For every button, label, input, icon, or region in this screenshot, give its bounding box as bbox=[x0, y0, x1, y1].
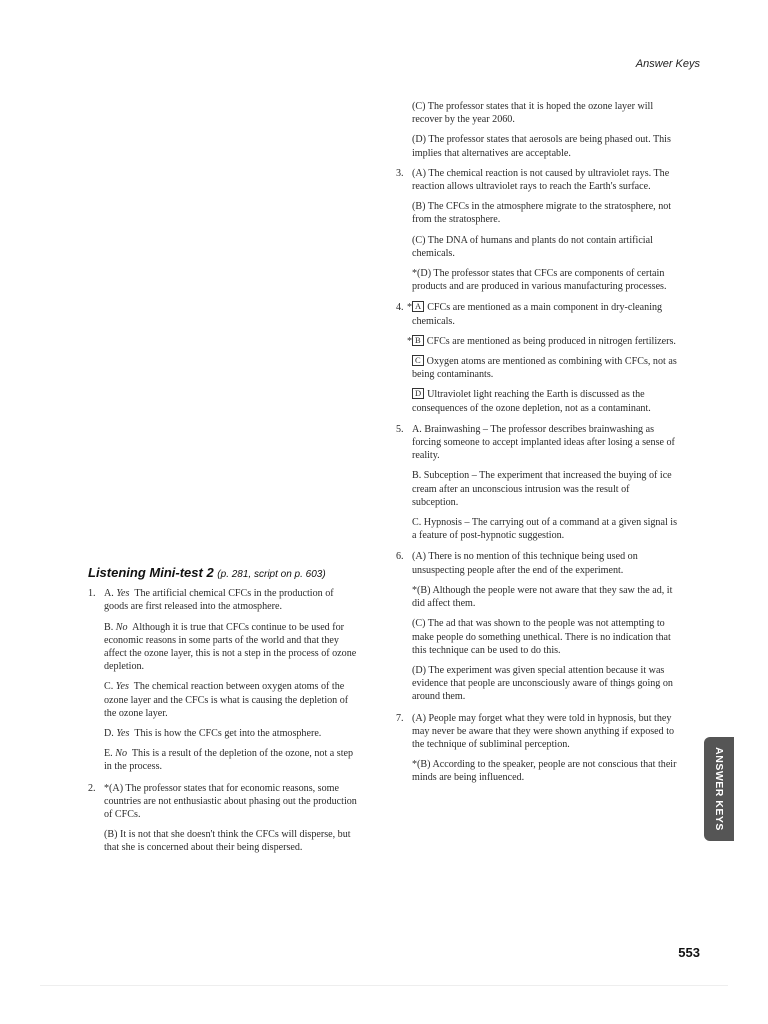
answer-4d: D Ultraviolet light reaching the Earth is discussed as the consequences of the ozone depletion, not as a contaminant. bbox=[412, 388, 651, 414]
bottom-rule bbox=[40, 985, 728, 986]
right-column bbox=[396, 100, 678, 793]
answer-1a: A. Yes The artificial chemical CFCs in the production of goods are first released into the atmosphere. bbox=[104, 588, 334, 613]
answer-1e: E. No This is a result of the depletion of the ozone, not a step in the process. bbox=[104, 748, 354, 773]
option-box-d: D bbox=[412, 388, 424, 399]
answer-1b: B. No Although it is true that CFCs continue to be used for economic reasons in some parts of the world and that they affect the ozone layer, this is not a step in the process of ozone depletion. bbox=[104, 621, 357, 673]
section-title-text: Listening Mini-test 2 bbox=[88, 565, 214, 580]
answer-item-6 bbox=[396, 550, 678, 703]
answer-4c: C Oxygen atoms are mentioned as combining with CFCs, not as being contaminants. bbox=[412, 355, 677, 381]
option-box-a: A bbox=[412, 301, 424, 312]
running-header: Answer Keys bbox=[635, 58, 700, 70]
side-tab-label: ANSWER KEYS bbox=[713, 747, 725, 831]
answer-3d: *(D) The professor states that CFCs are components of certain products and are produced in various manufacturing processes. bbox=[412, 268, 667, 293]
answer-2a: *(A) The professor states that for economic reasons, some countries are not enthusiastic about phasing out the production of CFCs. bbox=[104, 782, 357, 821]
item-number: 1. bbox=[88, 588, 96, 600]
answer-7a: (A) People may forget what they were told in hypnosis, but they may never be aware that they were shown anything if exposed to the technique of subliminal perception. bbox=[412, 712, 675, 750]
answer-keys-side-tab bbox=[704, 737, 734, 841]
answer-6c: (C) The ad that was shown to the people was not attempting to make people do something unethical. There is no indication that this technique can be used to do this. bbox=[412, 618, 671, 656]
item-number: 6. bbox=[396, 551, 404, 563]
answer-3c: (C) The DNA of humans and plants do not contain artificial chemicals. bbox=[412, 234, 653, 259]
answer-item-2-continued bbox=[396, 100, 678, 160]
answer-6b: *(B) Although the people were not aware that they saw the ad, it did affect them. bbox=[412, 584, 673, 610]
answer-4a: * A CFCs are mentioned as a main component in dry-cleaning chemicals. bbox=[407, 301, 663, 327]
answer-item-4 bbox=[396, 301, 678, 414]
answer-item-5 bbox=[396, 423, 678, 543]
item-number: 2. bbox=[88, 782, 96, 794]
answer-2b: (B) It is not that she doesn't think the CFCs will disperse, but that she is concerned about their being dispersed. bbox=[104, 829, 351, 854]
item-number: 3. bbox=[396, 167, 404, 179]
section-title bbox=[88, 566, 360, 581]
answer-2c: (C) The professor states that it is hoped the ozone layer will recover by the year 2060. bbox=[412, 101, 654, 126]
answer-item-7 bbox=[396, 712, 678, 785]
answer-5b: B. Subception – The experiment that increased the buying of ice cream after an unconscious intrusion was the result of subception. bbox=[412, 470, 672, 508]
item-number: 7. bbox=[396, 712, 404, 724]
answer-4b: * B CFCs are mentioned as being produced in nitrogen fertilizers. bbox=[407, 334, 676, 347]
page-number: 553 bbox=[678, 945, 700, 960]
answer-1c: C. Yes The chemical reaction between oxygen atoms of the ozone layer and the CFCs is what is causing the depletion of the ozone layer. bbox=[104, 681, 349, 719]
answer-1d: D. Yes This is how the CFCs get into the atmosphere. bbox=[104, 728, 322, 740]
option-box-c: C bbox=[412, 355, 424, 366]
answer-6d: (D) The experiment was given special attention because it was evidence that people are unconsciously aware of things going on around them. bbox=[412, 664, 673, 703]
answer-item-1 bbox=[88, 587, 360, 773]
answer-5c: C. Hypnosis – The carrying out of a command at a given signal is a feature of post-hypnotic suggestion. bbox=[412, 517, 678, 542]
option-box-b: B bbox=[412, 335, 424, 346]
item-number: 4. bbox=[396, 302, 404, 314]
answer-6a: (A) There is no mention of this technique being used on unsuspecting people after the end of the experiment. bbox=[412, 551, 638, 576]
answer-item-3 bbox=[396, 167, 678, 294]
section-reference: (p. 281, script on p. 603) bbox=[217, 569, 326, 580]
answer-3b: (B) The CFCs in the atmosphere migrate to the stratosphere, not from the stratosphere. bbox=[412, 201, 672, 226]
answer-3a: (A) The chemical reaction is not caused by ultraviolet rays. The reaction allows ultraviolet rays to reach the Earth's surface. bbox=[412, 167, 670, 193]
answer-5a: A. Brainwashing – The professor describes brainwashing as forcing someone to accept implanted ideas after losing a sense of reality. bbox=[412, 423, 675, 462]
answer-7b: *(B) According to the speaker, people are not conscious that their minds are being influenced. bbox=[412, 759, 677, 784]
answer-item-2 bbox=[88, 782, 360, 855]
item-number: 5. bbox=[396, 423, 404, 435]
answer-2d: (D) The professor states that aerosols are being phased out. This implies that alternatives are acceptable. bbox=[412, 134, 671, 159]
left-column bbox=[88, 566, 360, 863]
